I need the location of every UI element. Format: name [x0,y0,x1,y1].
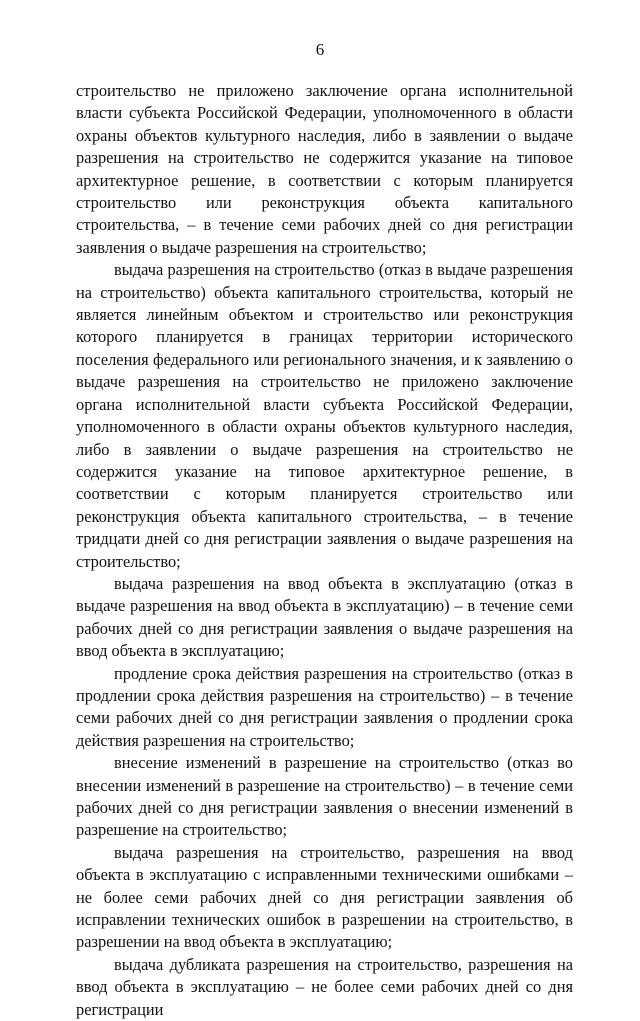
document-body [76,80,573,1021]
paragraph-duplicate-permit: выдача дубликата разрешения на строительство, разрешения на ввод объекта в эксплуатацию – не более семи рабочих дней со дня регистрации [76,954,573,1019]
paragraph-commissioning-permit: выдача разрешения на ввод объекта в эксплуатацию (отказ в выдаче разрешения на ввод объекта в эксплуатацию) – в течение семи рабочих дней со дня регистрации заявления о выдаче разрешения на ввод объекта в эксплуатацию; [76,573,573,661]
paragraph-continuation: строительство не приложено заключение органа исполнительной власти субъекта Российской Федерации, уполномоченного в области охраны объектов культурного наследия, либо в заявлении о выдаче разрешения на строительство не содержится указание на типовое архитектурное решение, в соответствии с которым планируется строительство или реконструкция объекта капитального строительства, – в течение семи рабочих дней со дня регистрации заявления о выдаче разрешения на строительство; [76,81,573,257]
page-number: 6 [315,40,325,59]
paragraph-permit-extension: продление срока действия разрешения на строительство (отказ в продлении срока действия разрешения на строительство) – в течение семи рабочих дней со дня регистрации заявления о продлении срока действия разрешения на строительство; [76,663,573,750]
paragraph-permit-historic-settlement: выдача разрешения на строительство (отказ в выдаче разрешения на строительство) объекта капитального строительства, который не является линейным объектом и строительство или реконструкция которого планируется в границах территории исторического поселения федерального или регионального значения, и к заявлению о выдаче разрешения на строительство не приложено заключение органа исполнительной власти субъекта Российской Федерации, уполномоченного в области охраны объектов культурного наследия, либо в заявлении о выдаче разрешения на строительство не содержится указание на типовое архитектурное решение, в соответствии с которым планируется строительство или реконструкция объекта капитального строительства, – в течение тридцати дней со дня регистрации заявления о выдаче разрешения на строительство; [76,260,573,571]
paragraph-error-correction: выдача разрешения на строительство, разрешения на ввод объекта в эксплуатацию с исправленными техническими ошибками – не более семи рабочих дней со дня регистрации заявления об исправлении технических ошибок в разрешении на строительство, в разрешении на ввод объекта в эксплуатацию; [76,842,573,952]
paragraph-permit-amendment: внесение изменений в разрешение на строительство (отказ во внесении изменений в разрешение на строительство) – в течение семи рабочих дней со дня регистрации заявления о внесении изменений в разрешение на строительство; [76,753,573,840]
